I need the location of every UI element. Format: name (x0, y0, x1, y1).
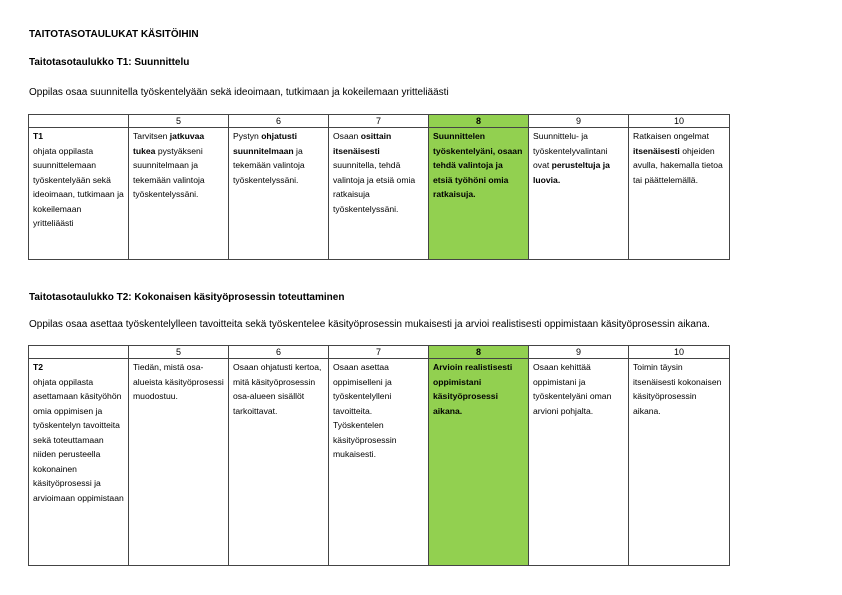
cell-text: ohjeiden avulla, hakemalla tietoa tai päättelemällä. (633, 145, 723, 185)
goal-text: ohjata oppilasta asettamaan käsityöhön omia oppimisen ja työskentelyn tavoitteita sekä toteuttamaan niiden perusteella kokonainen käsityöprosessi ja arvioimaan oppimistaan (33, 376, 124, 503)
goal-cell (29, 359, 129, 566)
cell-text-bold: Arvioin realistisesti oppimistani käsityöprosessi aikana. (433, 362, 513, 416)
level-cell (229, 128, 329, 260)
level-header: 6 (229, 115, 329, 128)
level-cell (529, 359, 629, 566)
cell-text-bold: osittain itsenäisesti (333, 131, 392, 156)
level-header: 7 (329, 115, 429, 128)
level-cell (329, 128, 429, 260)
table-header-row (29, 346, 730, 359)
level-cell (629, 128, 730, 260)
goal-cell (29, 128, 129, 260)
table1-intro: Oppilas osaa suunnitella työskentelyään sekä ideoimaan, tutkimaan ja kokeilemaan yritteliäästi (29, 87, 449, 98)
table2-intro: Oppilas osaa asettaa työskentelylleen tavoitteita sekä työskentelee käsityöprosessin mukaisesti ja arvioi realistisesti oppimistaan käsityöprosessin aikana. (29, 319, 710, 330)
cell-text: Osaan ohjatusti kertoa, mitä käsityöprosessin osa-alueen sisällöt tarkoittavat. (233, 362, 322, 416)
level-header: 5 (129, 115, 229, 128)
document-title: TAITOTASOTAULUKAT KÄSITÖIHIN (29, 29, 199, 40)
level-cell-highlighted (429, 128, 529, 260)
table2-heading: Taitotasotaulukko T2: Kokonaisen käsityöprosessin toteuttaminen (29, 292, 345, 303)
cell-text: Ratkaisen ongelmat (633, 131, 709, 141)
cell-text-bold: jatkuvaa tukea (133, 131, 205, 156)
skill-table-t1 (28, 114, 730, 260)
level-header: 5 (129, 346, 229, 359)
table1-heading: Taitotasotaulukko T1: Suunnittelu (29, 57, 190, 68)
cell-text: pystyäkseni suunnitelmaan ja tekemään valintoja työskentelyssäni. (133, 145, 205, 199)
level-cell (129, 359, 229, 566)
goal-text: ohjata oppilasta suunnittelemaan työskentelyään sekä ideoimaan, tutkimaan ja kokeilemaan yritteliäästi (33, 145, 124, 228)
cell-text: Tarvitsen (133, 131, 170, 141)
level-header: 9 (529, 115, 629, 128)
goal-code: T2 (33, 362, 44, 372)
level-header-highlighted: 8 (429, 346, 529, 359)
cell-text: Osaan (333, 131, 361, 141)
cell-text-bold: Suunnittelen työskentelyäni, osaan tehdä valintoja ja etsiä työhöni omia ratkaisuja. (433, 131, 523, 199)
cell-text: ja tekemään valintoja työskentelyssäni. (233, 145, 305, 185)
level-cell (329, 359, 429, 566)
cell-text: Pystyn (233, 131, 262, 141)
level-header-highlighted: 8 (429, 115, 529, 128)
cell-text: suunnitella, tehdä valintoja ja etsiä omia ratkaisuja työskentelyssäni. (333, 160, 416, 214)
skill-table-t2 (28, 345, 730, 566)
header-empty-cell (29, 346, 129, 359)
cell-text: Tiedän, mistä osa-alueista käsityöprosessi muodostuu. (133, 362, 224, 401)
level-cell (529, 128, 629, 260)
goal-code: T1 (33, 131, 44, 141)
cell-text-bold: perusteltuja ja luovia. (533, 160, 610, 185)
header-empty-cell (29, 115, 129, 128)
level-header: 6 (229, 346, 329, 359)
cell-text: Suunnittelu- ja työskentelyvalintani ovat (533, 131, 608, 170)
level-cell-highlighted (429, 359, 529, 566)
level-header: 10 (629, 346, 730, 359)
level-header: 9 (529, 346, 629, 359)
level-cell (229, 359, 329, 566)
cell-text-bold: ohjatusti suunnitelmaan (233, 131, 297, 156)
level-header: 10 (629, 115, 730, 128)
cell-text: Osaan asettaa oppimiselleni ja työskentelylleni tavoitteita. Työskentelen käsityöprosessin mukaisesti. (333, 362, 397, 459)
table-header-row (29, 115, 730, 128)
level-header: 7 (329, 346, 429, 359)
level-cell (129, 128, 229, 260)
level-cell (629, 359, 730, 566)
cell-text-bold: itsenäisesti (633, 145, 680, 156)
cell-text: Toimin täysin itsenäisesti kokonaisen käsityöprosessin aikana. (633, 362, 722, 416)
table-row (29, 359, 730, 566)
table-row (29, 128, 730, 260)
cell-text: Osaan kehittää oppimistani ja työskentelyäni oman arvioni pohjalta. (533, 362, 612, 416)
